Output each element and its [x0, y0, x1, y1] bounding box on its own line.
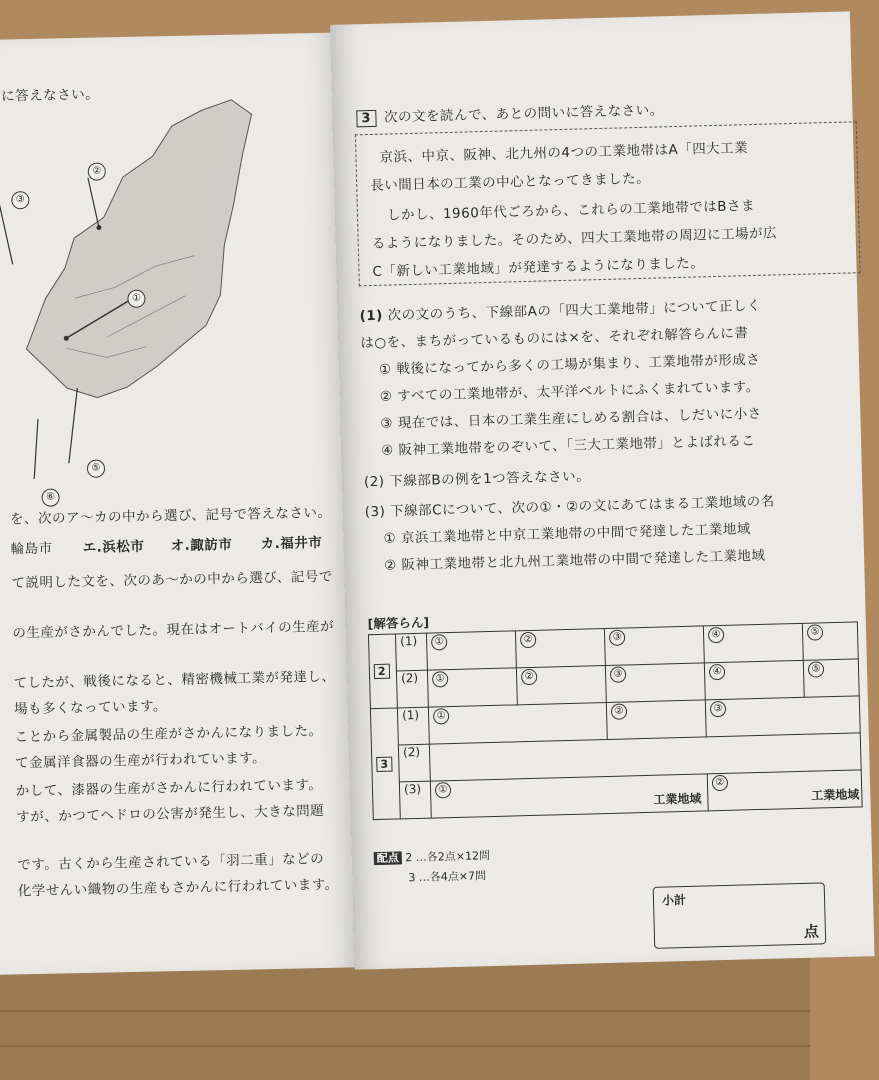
passage-line: 長い間日本の工業の中心となってきました。	[370, 170, 651, 194]
points-unit: 点	[803, 922, 820, 941]
subtotal-box[interactable]	[653, 882, 827, 948]
section3-cell	[370, 708, 400, 820]
answer-cell[interactable]: ⑤	[803, 659, 859, 697]
answer-cell[interactable]: ②	[516, 666, 606, 705]
q2-line: (2) 下線部Bの例を1つ答えなさい。	[363, 468, 591, 491]
industrial-area-label: 工業地域	[653, 791, 702, 807]
section3-number: 3	[356, 110, 376, 128]
answer-cell[interactable]: ③	[705, 696, 860, 737]
choice-hamamatsu: エ.浜松市	[82, 538, 145, 556]
q1-label: (1)	[359, 307, 384, 325]
map-label-1: ①	[127, 290, 145, 308]
q3-line: (3) 下線部Cについて、次の①・②の文にあてはまる工業地域の名	[364, 493, 775, 521]
subtotal-label: 小計	[661, 892, 687, 908]
passage-line: C「新しい工業地域」が発達するようになりました。	[372, 255, 705, 280]
question-choice-line: を、次のア～カの中から選び、記号で答えなさい。	[9, 504, 332, 528]
section3-badge: 3	[376, 756, 392, 771]
map-label-3: ③	[11, 191, 29, 209]
passage-line: 京浜、中京、阪神、北九州の4つの工業地帯はA「四大工業	[379, 140, 749, 166]
q1-item: ③ 現在では、日本の工業生産にしめる割合は、しだいに小さ	[380, 405, 762, 432]
answer-cell[interactable]: ①	[428, 702, 607, 744]
q1-item: ① 戦後になってから多くの工場が集まり、工業地帯が形成さ	[378, 351, 761, 378]
points-badge: 配点	[374, 851, 402, 865]
wood-grain	[0, 1010, 810, 1012]
row-label: (1)	[397, 707, 429, 745]
body-line: 場も多くなっています。	[13, 698, 168, 718]
answer-cell[interactable]: ① 工業地域	[430, 774, 708, 818]
q1-item: ② すべての工業地帯が、太平洋ベルトにふくまれています。	[379, 378, 760, 405]
passage-line: るようになりました。そのため、四大工業地帯の周辺に工場が広	[371, 225, 778, 252]
body-line: かして、漆器の生産がさかんに行われています。	[15, 776, 323, 800]
wood-grain	[0, 1045, 810, 1047]
section2-cell	[368, 634, 397, 709]
row-label: (1)	[395, 633, 427, 671]
points-line1: 2 …各2点×12問	[405, 849, 491, 865]
q1-text2: は○を、まちがっているものには×を、それぞれ解答らんに書	[360, 325, 749, 352]
row-label: (2)	[396, 670, 428, 708]
q1-text: 次の文のうち、下線部Aの「四大工業地帯」について正しく	[387, 297, 762, 324]
q3-item: ② 阪神工業地帯と北九州工業地帯の中間で発達した工業地域	[383, 547, 766, 574]
section3-heading	[356, 98, 664, 127]
answer-cell[interactable]: ④	[703, 623, 803, 663]
answer-cell[interactable]: ④	[704, 660, 804, 700]
answer-cell[interactable]: ③	[604, 626, 704, 666]
answer-cell[interactable]: ①	[426, 631, 516, 670]
body-line: てしたが、戦後になると、精密機械工業が発達し、	[13, 668, 336, 692]
map-label-6: ⑥	[41, 488, 59, 506]
answer-header: [解答らん]	[367, 614, 430, 632]
body-line: すが、かつてヘドロの公害が発生し、大きな問題	[16, 802, 325, 826]
body-line: ことから金属製品の生産がさかんになりました。	[14, 722, 323, 746]
map-label-5: ⑤	[87, 459, 105, 477]
answer-cell[interactable]: ② 工業地域	[707, 770, 862, 811]
body-line: 化学せんい織物の生産もさかんに行われています。	[17, 876, 339, 900]
answer-cell[interactable]: ⑤	[802, 622, 858, 660]
right-page	[330, 11, 875, 969]
q3-item: ① 京浜工業地帯と中京工業地帯の中間で発達した工業地域	[383, 521, 751, 547]
answer-table	[368, 621, 863, 820]
choice-suwa: オ.諏訪市	[170, 536, 233, 555]
row-label: (3)	[399, 781, 431, 819]
q1-line	[359, 294, 761, 325]
choice-fukui: カ.福井市	[260, 534, 323, 553]
left-page	[0, 32, 360, 974]
section3-title: 次の文を読んで、あとの問いに答えなさい。	[383, 102, 664, 126]
row-label: (2)	[398, 744, 430, 782]
points-line2: 3 …各4点×7問	[408, 869, 487, 885]
points-row-1	[374, 847, 491, 866]
choice-wajima: 輪島市	[10, 540, 53, 558]
section2-badge: 2	[374, 664, 390, 679]
answer-cell[interactable]: ①	[427, 668, 517, 707]
japan-map	[1, 93, 309, 479]
answer-cell[interactable]: ②	[606, 700, 706, 740]
answer-cell[interactable]: ②	[515, 629, 605, 668]
body-line: です。古くから生産されている「羽二重」などの	[17, 850, 325, 874]
q1-item: ④ 阪神工業地帯をのぞいて、「三大工業地帯」とよばれるこ	[380, 433, 756, 459]
answer-cell[interactable]: ③	[605, 663, 705, 703]
industrial-area-label: 工業地域	[811, 787, 860, 803]
map-label-2: ②	[88, 162, 106, 180]
passage-line: しかし、1960年代ごろから、これらの工業地帯ではBさま	[386, 197, 756, 224]
left-header: に答えなさい。	[1, 86, 100, 105]
body-line: の生産がさかんでした。現在はオートバイの生産が	[12, 618, 335, 642]
explain-line: て説明した文を、次のあ～かの中から選び、記号で	[11, 568, 333, 592]
body-line: て金属洋食器の生産が行われています。	[14, 750, 267, 772]
